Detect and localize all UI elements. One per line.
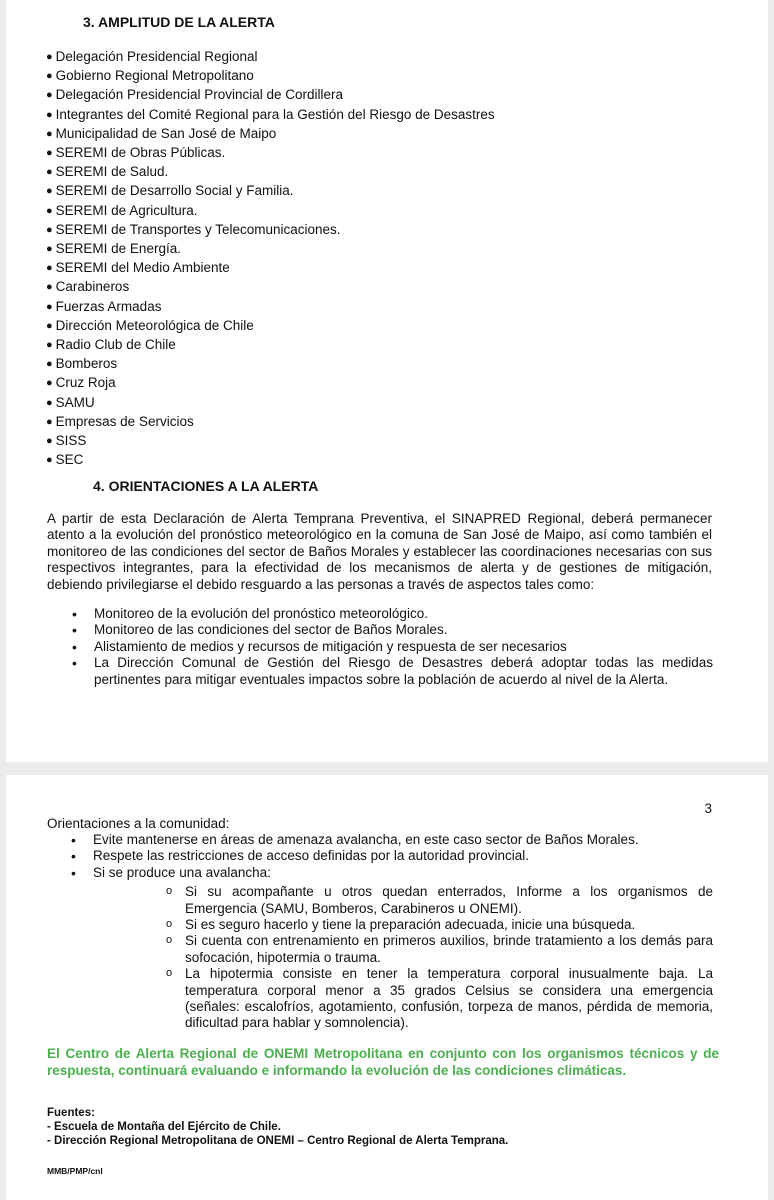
list-item: ● SEREMI de Salud.	[46, 163, 495, 182]
list-item: ● Fuerzas Armadas	[46, 298, 495, 317]
list-item: ● SEC	[46, 451, 495, 470]
community-guidance-list	[53, 832, 713, 1032]
list-item: ● Cruz Roja	[46, 374, 495, 393]
list-item: ● SEREMI de Agricultura.	[46, 202, 495, 221]
sub-list-item: o Si es seguro hacerlo y tiene la preparación adecuada, inicie una búsqueda.	[139, 917, 713, 933]
list-item: ● Bomberos	[46, 355, 495, 374]
list-item: • La Dirección Comunal de Gestión del Riesgo de Desastres deberá adoptar todas las medidas pertinentes para mitigar eventuales impactos sobre la población de acuerdo al nivel de la Alerta.	[54, 655, 713, 688]
list-item	[53, 865, 713, 1032]
list-item: ● SAMU	[46, 394, 495, 413]
community-heading: Orientaciones a la comunidad:	[47, 816, 230, 831]
source-item: - Dirección Regional Metropolitana de ONEMI – Centro Regional de Alerta Temprana.	[47, 1135, 509, 1147]
sub-list-item: o Si cuenta con entrenamiento en primeros auxilios, brinde tratamiento a los demás para sofocación, hipotermia o trauma.	[139, 933, 713, 966]
sources-block	[47, 1106, 508, 1148]
list-item: ● SEREMI de Energía.	[46, 240, 495, 259]
sub-list-item: o La hipotermia consiste en tener la temperatura corporal inusualmente baja. La temperatura corporal menor a 35 grados Celsius se considera una emergencia (señales: escalofríos, agotamiento, confusión, torpeza de manos, pérdida de memoria, dificultad para hablar y somnolencia).	[139, 966, 713, 1032]
alert-guidance-list	[54, 606, 713, 688]
list-item: • Monitoreo de la evolución del pronóstico meteorológico.	[54, 606, 713, 622]
list-item: ● SISS	[46, 432, 495, 451]
author-initials: MMB/PMP/cnl	[47, 1166, 103, 1176]
list-item-text: Si se produce una avalancha:	[93, 864, 271, 880]
list-item: ● Empresas de Servicios	[46, 413, 495, 432]
list-item: ● Dirección Meteorológica de Chile	[46, 317, 495, 336]
avalanche-sublist	[139, 884, 713, 1032]
list-item: ● SEREMI de Desarrollo Social y Familia.	[46, 182, 495, 201]
section-4-paragraph: A partir de esta Declaración de Alerta Temprana Preventiva, el SINAPRED Regional, deberá permanecer atento a la evolución del pronóstico meteorológico en la comuna de San José de Maipo, así como también el monitoreo de las condiciones del sector de Baños Morales y establecer las coordinaciones necesarias con sus respectivos integrantes, para la efectividad de los mecanismos de alerta y de gestiones de mitigación, debiendo privilegiarse el debido resguardo a las personas a través de aspectos tales como:	[47, 511, 712, 592]
alert-scope-list	[46, 48, 495, 470]
list-item: ● Delegación Presidencial Regional	[46, 48, 495, 67]
section-4-title: 4. ORIENTACIONES A LA ALERTA	[93, 478, 319, 494]
list-item: • Respete las restricciones de acceso definidas por la autoridad provincial.	[53, 848, 713, 864]
list-item: • Alistamiento de medios y recursos de mitigación y respuesta de ser necesarios	[54, 639, 713, 655]
list-item: ● Radio Club de Chile	[46, 336, 495, 355]
list-item: ● Gobierno Regional Metropolitano	[46, 67, 495, 86]
sub-list-item: o Si su acompañante u otros quedan enterrados, Informe a los organismos de Emergencia (SAMU, Bomberos, Carabineros u ONEMI).	[139, 884, 713, 917]
list-item: • Evite mantenerse en áreas de amenaza avalancha, en este caso sector de Baños Morales.	[53, 832, 713, 848]
list-item: ● Carabineros	[46, 278, 495, 297]
list-item: ● SEREMI de Obras Públicas.	[46, 144, 495, 163]
list-item: ● SEREMI de Transportes y Telecomunicaciones.	[46, 221, 495, 240]
section-3-title: 3. AMPLITUD DE LA ALERTA	[83, 14, 275, 30]
source-item: - Escuela de Montaña del Ejército de Chile.	[47, 1121, 281, 1133]
document-page-2	[6, 775, 768, 1200]
list-item: • Monitoreo de las condiciones del sector de Baños Morales.	[54, 622, 713, 638]
sources-label: Fuentes:	[47, 1107, 95, 1119]
page-number: 3	[704, 801, 712, 816]
list-item: ● SEREMI del Medio Ambiente	[46, 259, 495, 278]
list-item: ● Delegación Presidencial Provincial de Cordillera	[46, 86, 495, 105]
onemi-statement: El Centro de Alerta Regional de ONEMI Metropolitana en conjunto con los organismos técnicos y de respuesta, continuará evaluando e informando la evolución de las condiciones climáticas.	[47, 1046, 719, 1078]
list-item: ● Integrantes del Comité Regional para la Gestión del Riesgo de Desastres	[46, 106, 495, 125]
list-item: ● Municipalidad de San José de Maipo	[46, 125, 495, 144]
document-page-1	[6, 0, 768, 762]
